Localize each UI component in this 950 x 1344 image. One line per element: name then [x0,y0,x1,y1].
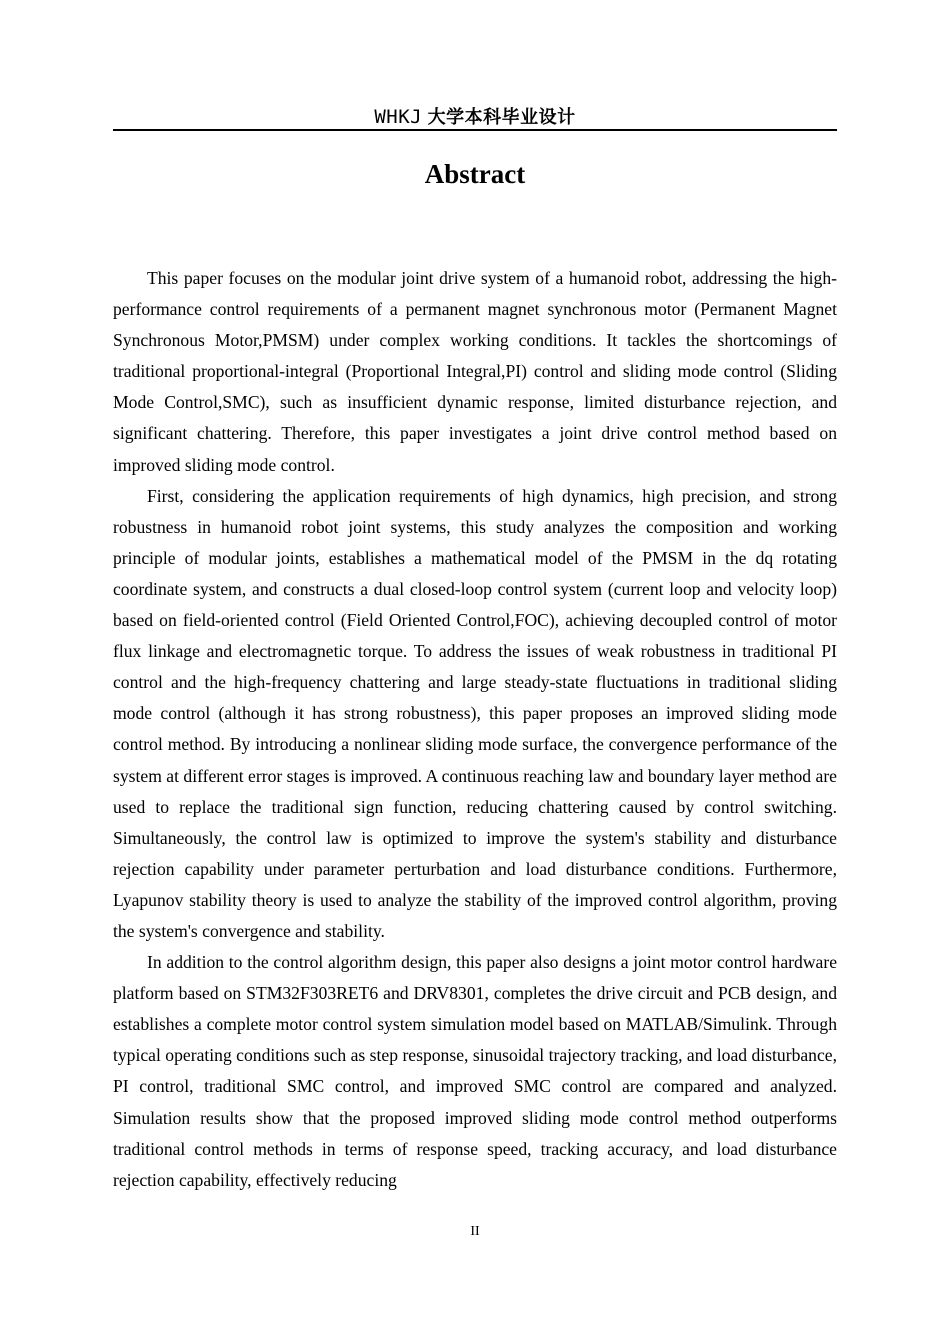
header-institution-code: WHKJ [374,106,423,128]
header-rule [113,129,837,131]
running-header [113,104,837,130]
abstract-paragraph-1: This paper focuses on the modular joint drive system of a humanoid robot, addressing the high-performance control requirements of a permanent magnet synchronous motor (Permanent Magnet Synchronous Motor,PMSM) under complex working conditions. It tackles the shortcomings of traditional proportional-integral (Proportional Integral,PI) control and sliding mode control (Sliding Mode Control,SMC), such as insufficient dynamic response, limited disturbance rejection, and significant chattering. Therefore, this paper investigates a joint drive control method based on improved sliding mode control. [113,268,837,475]
page-number: II [470,1224,480,1239]
abstract-body [113,263,837,1196]
abstract-paragraph-2: First, considering the application requirements of high dynamics, high precision, and strong robustness in humanoid robot joint systems, this study analyzes the composition and working principle of modular joints, establishes a mathematical model of the PMSM in the dq rotating coordinate system, and constructs a dual closed-loop control system (current loop and velocity loop) based on field-oriented control (Field Oriented Control,FOC), achieving decoupled control of motor flux linkage and electromagnetic torque. To address the issues of weak robustness in traditional PI control and the high-frequency chattering and large steady-state fluctuations in traditional sliding mode control (although it has strong robustness), this paper proposes an improved sliding mode control method. By introducing a nonlinear sliding mode surface, the convergence performance of the system at different error stages is improved. A continuous reaching law and boundary layer method are used to replace the traditional sign function, reducing chattering caused by control switching. Simultaneously, the control law is optimized to improve the system's stability and disturbance rejection capability under parameter perturbation and load disturbance conditions. Furthermore, Lyapunov stability theory is used to analyze the stability of the improved control algorithm, proving the system's convergence and stability. [113,485,837,941]
abstract-paragraph-3: In addition to the control algorithm design, this paper also designs a joint motor control hardware platform based on STM32F303RET6 and DRV8301, completes the drive circuit and PCB design, and establishes a complete motor control system simulation model based on MATLAB/Simulink. Through typical operating conditions such as step response, sinusoidal trajectory tracking, and load disturbance, PI control, traditional SMC control, and improved SMC control are compared and analyzed. Simulation results show that the proposed improved sliding mode control method outperforms traditional control methods in terms of response speed, tracking accuracy, and load disturbance rejection capability, effectively reducing [113,952,837,1190]
page-title: Abstract [424,159,526,189]
header-document-type: 大学本科毕业设计 [427,107,576,128]
